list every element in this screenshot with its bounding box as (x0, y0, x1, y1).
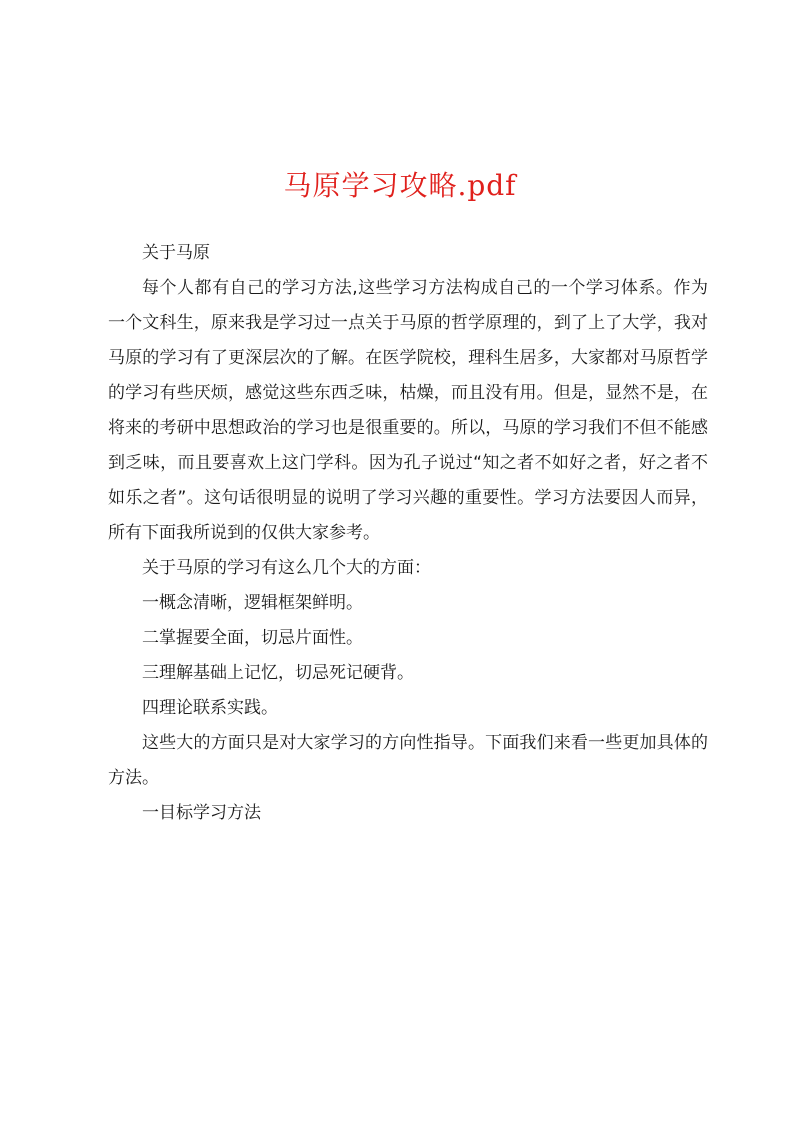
section-heading-method-1: 一目标学习方法 (142, 803, 261, 823)
list-item-2: 二掌握要全面，切忌片面性。 (142, 628, 363, 648)
paragraph-guidance: 这些大的方面只是对大家学习的方向性指导。下面我们来看一些更加具体的方法。 (108, 733, 708, 788)
list-item-3: 三理解基础上记忆，切忌死记硬背。 (142, 663, 414, 683)
paragraph-intro: 每个人都有自己的学习方法,这些学习方法构成自己的一个学习体系。作为一个文科生，原来我是学习过一点关于马原的哲学原理的，到了上了大学，我对马原的学习有了更深层次的了解。在医学院校，理科生居多，大家都对马原哲学的学习有些厌烦，感觉这些东西乏味，枯燥，而且没有用。但是，显然不是，在将来的考研中思想政治的学习也是很重要的。所以，马原的学习我们不但不能感到乏味，而且要喜欢上这门学科。因为孔子说过“知之者不如好之者，好之者不如乐之者”。这句话很明显的说明了学习兴趣的重要性。学习方法要因人而异，所有下面我所说到的仅供大家参考。 (108, 278, 708, 543)
paragraph-aspects-intro: 关于马原的学习有这么几个大的方面： (142, 558, 431, 578)
list-item-1: 一概念清晰，逻辑框架鲜明。 (142, 593, 363, 613)
document-title: 马原学习攻略.pdf (283, 169, 517, 202)
list-item-4: 四理论联系实践。 (142, 698, 278, 718)
document-body (108, 236, 708, 831)
paragraph-heading: 关于马原 (142, 243, 210, 263)
